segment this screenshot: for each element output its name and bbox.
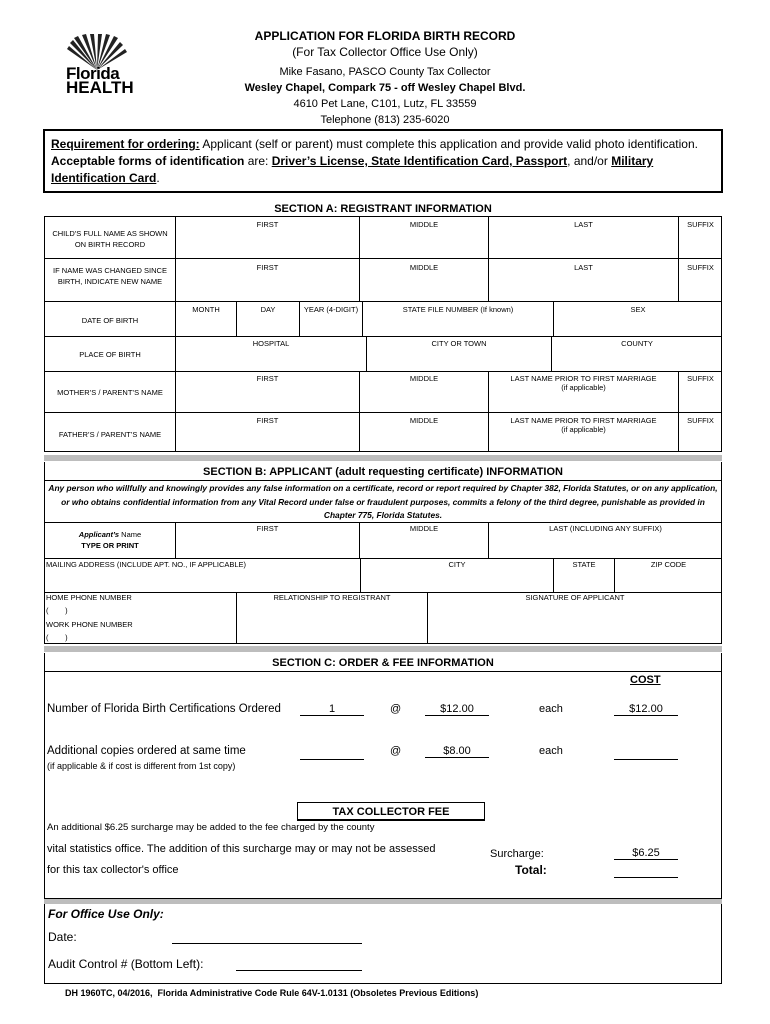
applicant-last-field[interactable] <box>489 534 721 556</box>
relationship-label: RELATIONSHIP TO REGISTRANT <box>273 593 391 602</box>
page-title: APPLICATION FOR FLORIDA BIRTH RECORD <box>254 29 516 43</box>
audit-control-label: Audit Control # (Bottom Left): <box>48 957 204 971</box>
mailing-address-field[interactable] <box>46 570 358 590</box>
child-middle-label: MIDDLE <box>409 220 439 229</box>
mother-first-field[interactable] <box>176 393 358 411</box>
dob-label: DATE OF BIRTH <box>81 316 139 325</box>
applicant-last-label: LAST (INCLUDING ANY SUFFIX) <box>549 524 662 533</box>
line2-label: Additional copies ordered at same time <box>47 745 246 757</box>
child-last-field[interactable] <box>489 230 677 256</box>
child-suffix-field[interactable] <box>679 230 721 256</box>
changed-middle-field[interactable] <box>360 273 487 299</box>
changed-suffix-field[interactable] <box>679 273 721 299</box>
line1-label: Number of Florida Birth Certifications Ordered <box>47 703 281 715</box>
changed-first-label: FIRST <box>256 263 279 272</box>
work-phone-label: WORK PHONE NUMBER <box>46 620 133 629</box>
applicant-word: Applicant’s <box>78 530 120 539</box>
requirement-box <box>43 129 723 193</box>
dob-month-field[interactable] <box>176 315 235 335</box>
name-word: Name <box>119 530 142 539</box>
acceptable-forms-list: Driver’s License, State Identification Card, Passport <box>271 154 568 168</box>
military-id-label: Military Identification Card <box>51 154 654 185</box>
applicant-middle-label: MIDDLE <box>409 524 439 533</box>
line1-quantity[interactable]: 1 <box>300 703 364 716</box>
state-field[interactable] <box>554 570 613 590</box>
section-b-title: SECTION B: APPLICANT (adult requesting certificate) INFORMATION <box>203 466 563 478</box>
city-field[interactable] <box>361 570 552 590</box>
child-first-field[interactable] <box>176 230 358 256</box>
applicant-first-field[interactable] <box>176 534 358 556</box>
mother-first-label: FIRST <box>256 374 279 383</box>
surcharge-text-1: An additional $6.25 surcharge may be added to the fee charged by the county <box>47 822 375 833</box>
changed-first-field[interactable] <box>176 273 358 299</box>
requirement-andor: , and/or <box>567 154 608 168</box>
sex-field[interactable] <box>554 315 721 335</box>
section-divider <box>44 646 722 652</box>
signature-field[interactable] <box>428 604 721 642</box>
form-footer: DH 1960TC, 04/2016, Florida Administrative Code Rule 64V-1.0131 (Obsoletes Previous Editions) <box>65 988 479 998</box>
changed-middle-label: MIDDLE <box>409 263 439 272</box>
line2-each: each <box>539 745 563 757</box>
father-last-field[interactable] <box>489 434 677 451</box>
cost-header: COST <box>630 674 661 686</box>
mother-name-label: MOTHER’S / PARENT’S NAME <box>57 388 163 397</box>
father-last-note: (if applicable) <box>561 425 606 434</box>
logo-text-health: HEALTH <box>66 78 134 97</box>
line2-price: $8.00 <box>425 745 489 758</box>
line2-quantity[interactable] <box>300 745 364 760</box>
child-suffix-label: SUFFIX <box>687 220 714 229</box>
requirement-lead: Requirement for ordering: <box>51 137 200 151</box>
changed-suffix-label: SUFFIX <box>687 263 714 272</box>
logo-text-florida: Florida <box>66 64 120 83</box>
line1-price: $12.00 <box>425 703 489 716</box>
line1-at: @ <box>390 703 402 715</box>
collector-name: Mike Fasano, PASCO County Tax Collector <box>279 66 491 78</box>
father-name-label: FATHER’S / PARENT’S NAME <box>58 430 162 439</box>
child-middle-field[interactable] <box>360 230 487 256</box>
father-suffix-field[interactable] <box>679 434 721 451</box>
signature-label: SIGNATURE OF APPLICANT <box>525 593 625 602</box>
father-suffix-label: SUFFIX <box>687 416 714 425</box>
child-last-label: LAST <box>574 220 593 229</box>
section-a-title: SECTION A: REGISTRANT INFORMATION <box>274 203 492 215</box>
line2-cost[interactable] <box>614 745 678 760</box>
father-last-label: LAST NAME PRIOR TO FIRST MARRIAGE <box>510 416 657 425</box>
hospital-label: HOSPITAL <box>252 339 290 348</box>
requirement-are: are: <box>244 154 272 168</box>
mailing-address-label: MAILING ADDRESS (INCLUDE APT. NO., IF APPLICABLE) <box>46 560 247 569</box>
false-info-warning: Any person who willfully and knowingly provides any false information on a certificate, record or report required by Chapter 382, Florida Statutes, or on any application, or who obtains confidential information from any Vital Record under false or fraudulent purposes, commits a felony of the third degree, punishable as provided in Chapter 775, Florida Statutes. <box>48 483 718 520</box>
file-number-label: STATE FILE NUMBER (If known) <box>402 305 514 314</box>
home-phone-field[interactable]: ( ) <box>46 606 68 615</box>
dob-month-label: MONTH <box>192 305 220 314</box>
total-field[interactable] <box>614 863 678 878</box>
applicant-name-label <box>46 530 174 539</box>
relationship-field[interactable] <box>237 604 426 642</box>
dob-year-label: YEAR (4-DIGIT) <box>303 305 359 314</box>
zip-field[interactable] <box>615 570 721 590</box>
applicant-first-label: FIRST <box>256 524 279 533</box>
mother-last-label: LAST NAME PRIOR TO FIRST MARRIAGE <box>510 374 657 383</box>
mother-suffix-field[interactable] <box>679 393 721 411</box>
mother-suffix-label: SUFFIX <box>687 374 714 383</box>
audit-control-line[interactable] <box>236 970 362 971</box>
tax-collector-fee-box: TAX COLLECTOR FEE <box>297 802 485 821</box>
father-middle-field[interactable] <box>360 434 487 451</box>
child-first-label: FIRST <box>256 220 279 229</box>
office-use-title: For Office Use Only: <box>48 907 164 921</box>
requirement-text: Applicant (self or parent) must complete this application and provide valid photo identification. <box>199 137 698 151</box>
father-middle-label: MIDDLE <box>409 416 439 425</box>
sex-label: SEX <box>630 305 646 314</box>
florida-health-logo <box>64 34 134 97</box>
city-town-field[interactable] <box>367 349 550 370</box>
county-field[interactable] <box>552 349 721 370</box>
father-first-label: FIRST <box>256 416 279 425</box>
hospital-field[interactable] <box>176 349 365 370</box>
changed-name-label: IF NAME WAS CHANGED SINCE BIRTH, INDICATE NEW NAME <box>53 266 167 286</box>
dob-day-field[interactable] <box>237 315 298 335</box>
dob-day-label: DAY <box>260 305 276 314</box>
office-date-label: Date: <box>48 930 77 944</box>
line2-note: (if applicable & if cost is different from 1st copy) <box>47 761 236 771</box>
section-c-title: SECTION C: ORDER & FEE INFORMATION <box>272 657 494 669</box>
work-phone-field[interactable]: ( ) <box>46 633 68 642</box>
office-location: Wesley Chapel, Compark 75 - off Wesley Chapel Blvd. <box>244 82 526 94</box>
changed-last-field[interactable] <box>489 273 677 299</box>
dob-year-field[interactable] <box>300 315 361 335</box>
city-label: CITY <box>448 560 466 569</box>
child-name-label: CHILD'S FULL NAME AS SHOWN ON BIRTH RECORD <box>52 229 168 249</box>
zip-label: ZIP CODE <box>650 560 687 569</box>
type-or-print-label: TYPE OR PRINT <box>81 541 139 550</box>
surcharge-text-2: vital statistics office. The addition of this surcharge may or may not be assessed <box>47 843 436 855</box>
surcharge-text-3: for this tax collector's office <box>47 864 179 876</box>
file-number-field[interactable] <box>363 315 552 335</box>
state-label: STATE <box>572 560 596 569</box>
mother-last-field[interactable] <box>489 393 677 411</box>
home-phone-label: HOME PHONE NUMBER <box>46 593 132 602</box>
office-date-line[interactable] <box>172 943 362 944</box>
requirement-period: . <box>156 171 160 185</box>
line1-each: each <box>539 703 563 715</box>
surcharge-value: $6.25 <box>614 847 678 860</box>
father-first-field[interactable] <box>176 434 358 451</box>
mother-last-note: (if applicable) <box>561 383 606 392</box>
line1-cost: $12.00 <box>614 703 678 716</box>
changed-last-label: LAST <box>574 263 593 272</box>
mother-middle-label: MIDDLE <box>409 374 439 383</box>
surcharge-label: Surcharge: <box>490 848 544 860</box>
acceptable-forms-label: Acceptable forms of identification <box>51 154 245 168</box>
pob-label: PLACE OF BIRTH <box>79 350 141 359</box>
page-subtitle: (For Tax Collector Office Use Only) <box>292 45 478 59</box>
mother-middle-field[interactable] <box>360 393 487 411</box>
line2-at: @ <box>390 745 402 757</box>
county-label: COUNTY <box>621 339 653 348</box>
office-address: 4610 Pet Lane, C101, Lutz, FL 33559 <box>293 98 477 110</box>
applicant-middle-field[interactable] <box>360 534 487 556</box>
office-phone: Telephone (813) 235-6020 <box>320 114 450 126</box>
total-label: Total: <box>515 863 547 877</box>
city-town-label: CITY OR TOWN <box>431 339 487 348</box>
section-divider <box>44 455 722 461</box>
